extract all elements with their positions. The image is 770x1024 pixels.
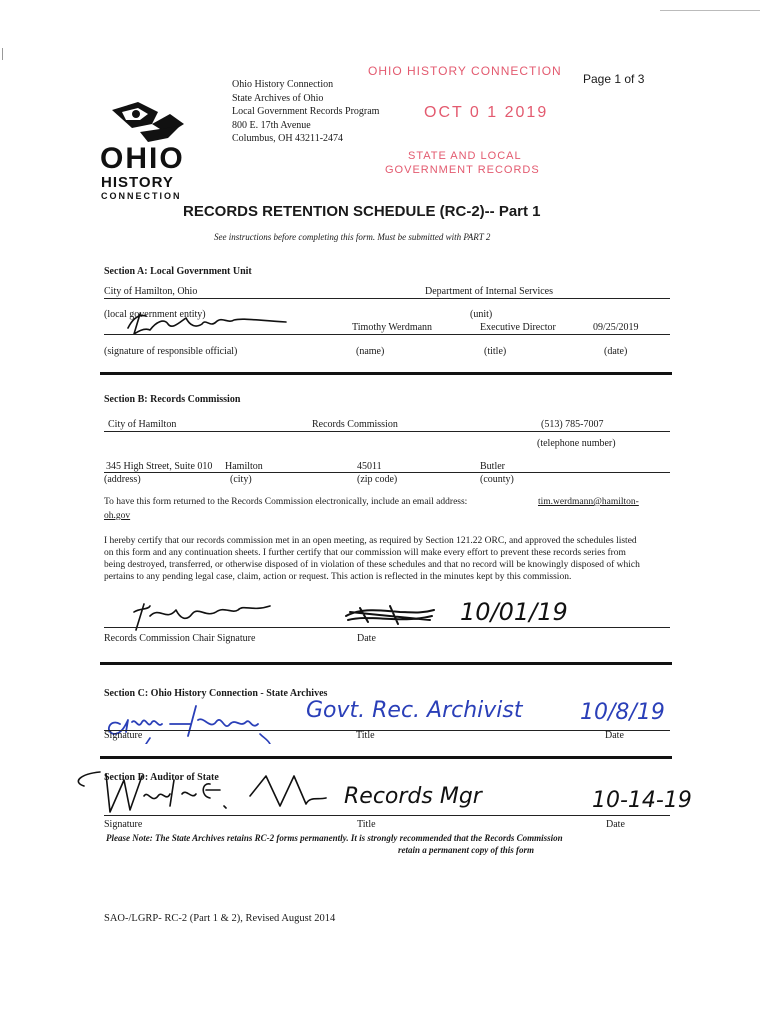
retention-note-1: Please Note: The State Archives retains RC-2 forms permanently. It is strongly recommended that the Records Commission — [106, 833, 563, 843]
org-line: State Archives of Ohio — [232, 92, 324, 104]
section-c-line — [104, 730, 670, 731]
chair-signature — [120, 592, 280, 632]
address-label: (address) — [104, 474, 141, 485]
org-line: Ohio History Connection — [232, 79, 334, 90]
auditor-date-value: 10-14-19 — [592, 788, 692, 813]
ohio-history-logo — [100, 98, 210, 208]
zip-value: 45011 — [357, 461, 382, 472]
scan-mark-left — [2, 48, 3, 60]
retention-note-2: retain a permanent copy of this form — [398, 845, 535, 855]
signature-label-a: (signature of responsible official) — [104, 346, 238, 357]
email-instruction: To have this form returned to the Records Commission electronically, include an email address: — [104, 497, 468, 507]
chair-date-label: Date — [357, 633, 376, 644]
county-label: (county) — [480, 474, 514, 485]
stamp-org: OHIO HISTORY CONNECTION — [368, 64, 562, 78]
certification-text: I hereby certify that our records commission met in an open meeting, as required by Section 121.22 ORC, and approved the schedules listed on this form and any continuation sheets. I further certify that our commission will make every effort to prevent these records series from being destroyed, transferred, or otherwise disposed of in violation of these schedules and that no record will be knowingly disposed of which pertains to any pending legal case, claim, action or request. This action is reflected in the minutes kept by this commission. — [104, 536, 640, 582]
section-d-date-label: Date — [606, 819, 625, 830]
stamp-date: OCT 0 1 2019 — [424, 104, 549, 121]
name-value: Timothy Werdmann — [352, 322, 433, 333]
address-value: 345 High Street, Suite 010 — [106, 461, 213, 472]
section-c-signature-label: Signature — [104, 730, 143, 741]
org-line: 800 E. 17th Avenue — [232, 119, 311, 131]
section-d-title-label: Title — [357, 819, 376, 830]
section-divider-3 — [100, 756, 672, 759]
address-line — [104, 472, 670, 473]
chair-signature-line — [104, 627, 670, 628]
archivist-title-value: Govt. Rec. Archivist — [306, 698, 523, 723]
section-d-heading: Section D: Auditor of State — [104, 772, 219, 783]
chair-date-value: 10/01/19 — [460, 598, 568, 626]
unit-value: Department of Internal Services — [425, 286, 554, 297]
org-address-block — [232, 78, 379, 146]
org-line: Local Government Records Program — [232, 106, 380, 117]
stamp-dept-2: GOVERNMENT RECORDS — [385, 164, 540, 176]
form-subtitle: See instructions before completing this form. Must be submitted with PART 2 — [214, 232, 491, 242]
title-label: (title) — [484, 346, 507, 357]
signature-line-a — [104, 334, 670, 335]
section-d-line — [104, 815, 670, 816]
commission-line — [104, 431, 670, 432]
section-divider-2 — [100, 662, 672, 665]
email-value-2: oh.gov — [104, 511, 131, 521]
section-c-date-label: Date — [605, 730, 624, 741]
email-value-1: tim.werdmann@hamilton- — [538, 497, 639, 507]
archivist-date-value: 10/8/19 — [580, 700, 665, 725]
date-label-a: (date) — [604, 346, 628, 357]
auditor-title-value: Records Mgr — [344, 784, 482, 809]
title-value: Executive Director — [480, 322, 556, 333]
commission-name: Records Commission — [312, 419, 398, 430]
city2-value: Hamilton — [225, 461, 263, 472]
entity-label: (local government entity) — [104, 309, 206, 320]
entity-value: City of Hamilton, Ohio — [104, 286, 198, 297]
section-divider-1 — [100, 372, 672, 375]
county-value: Butler — [480, 461, 505, 472]
commission-city: City of Hamilton — [108, 419, 177, 430]
page-label: Page 1 of 3 — [583, 72, 645, 86]
date-value: 09/25/2019 — [593, 322, 639, 333]
section-d-signature-label: Signature — [104, 819, 143, 830]
form-title: RECORDS RETENTION SCHEDULE (RC-2)-- Part 1 — [183, 203, 541, 220]
zip-label: (zip code) — [357, 474, 398, 485]
section-c-title-label: Title — [356, 730, 375, 741]
section-b-heading: Section B: Records Commission — [104, 394, 241, 405]
entity-line — [104, 298, 670, 299]
form-id-footer: SAO-/LGRP- RC-2 (Part 1 & 2), Revised August 2014 — [104, 913, 336, 924]
stamp-dept-1: STATE AND LOCAL — [408, 150, 522, 162]
flag-icon — [108, 98, 198, 148]
logo-history: HISTORY — [101, 174, 174, 191]
section-c-heading: Section C: Ohio History Connection - State Archives — [104, 688, 328, 699]
org-line: Columbus, OH 43211-2474 — [232, 133, 344, 144]
city-label: (city) — [230, 474, 252, 485]
logo-connection: CONNECTION — [101, 191, 182, 201]
phone-label: (telephone number) — [537, 438, 616, 449]
struck-date-mark — [340, 602, 440, 628]
chair-signature-label: Records Commission Chair Signature — [104, 633, 256, 644]
phone-value: (513) 785-7007 — [541, 419, 604, 430]
section-a-heading: Section A: Local Government Unit — [104, 266, 252, 277]
logo-ohio: OHIO — [100, 142, 185, 175]
auditor-signature — [70, 766, 330, 820]
name-label: (name) — [356, 346, 385, 357]
unit-label: (unit) — [470, 309, 493, 320]
scan-mark-top — [660, 10, 760, 11]
